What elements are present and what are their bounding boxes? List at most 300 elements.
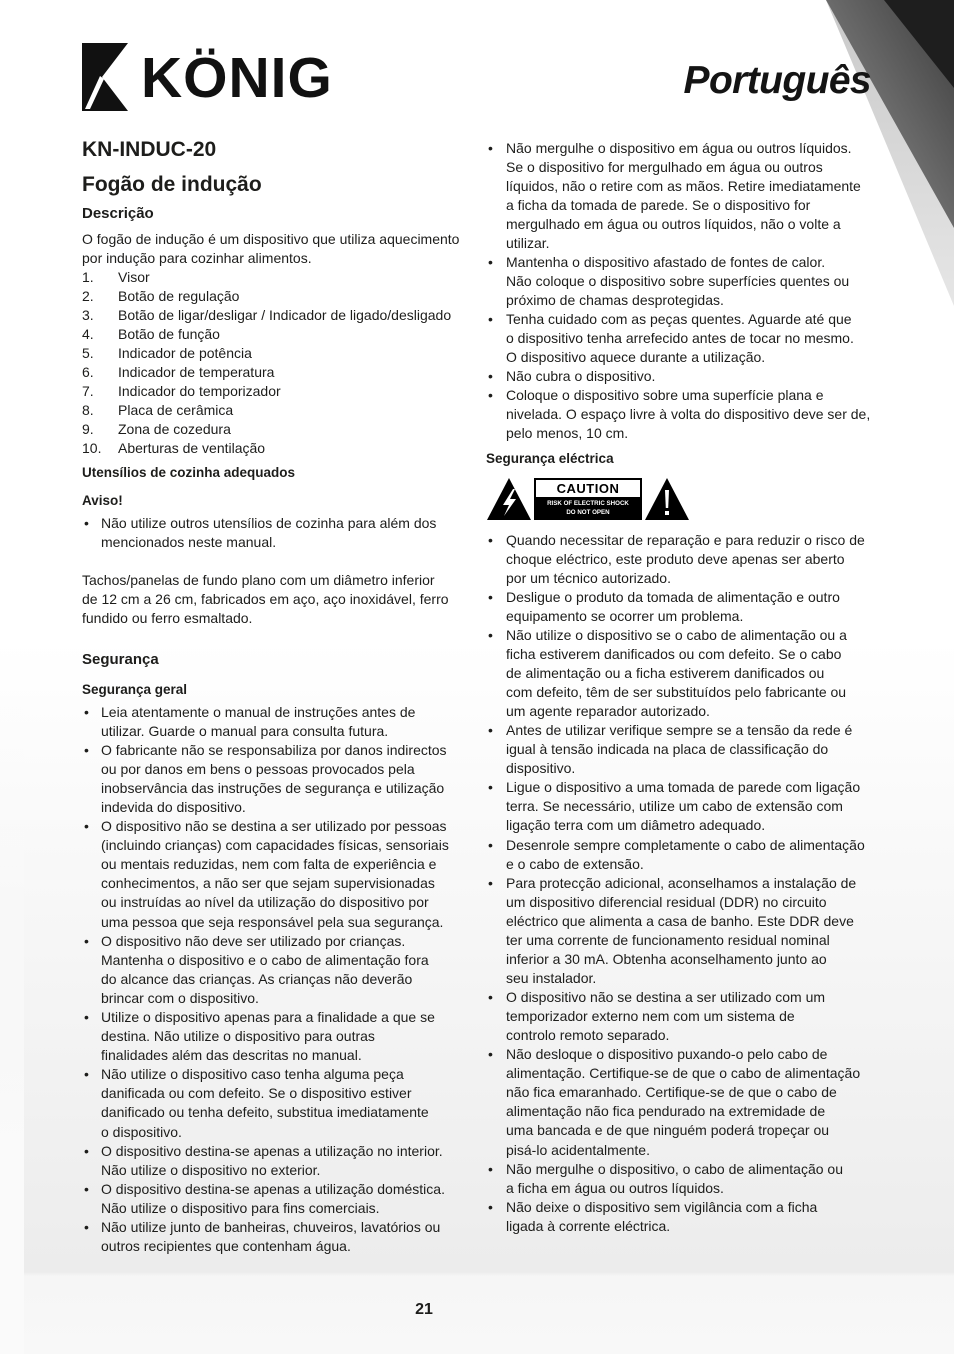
text-line: Não desloque o dispositivo puxando-o pelo cabo de [506,1046,828,1063]
bullet-item [82,514,466,552]
bullet-item [486,253,872,310]
text-line: ficha estiverem danificados ou com defeito. Se o cabo [506,645,842,662]
text-line-row [101,1161,466,1180]
part-label-text: Visor [118,268,150,285]
bullet-icon: • [488,368,493,385]
text-line-row [101,1084,466,1103]
bullet-item [82,932,466,1008]
bullet-item [486,874,872,988]
bullet-icon: • [488,722,493,739]
text-line-row [506,1083,872,1102]
text-line-row [506,158,872,177]
text-line-row [506,253,872,272]
text-line-row [101,836,466,855]
part-number: 7. [82,382,94,399]
bullet-text [101,932,466,1008]
caution-title: CAUTION [536,480,640,497]
bullet-icon: • [84,1142,89,1159]
text-line-row [101,1142,466,1161]
text-line-row [506,778,872,797]
text-line-row [506,196,872,215]
text-line: com defeito, têm de ser substituídos pelo fabricante ou [506,684,847,700]
part-number: 5. [82,344,94,361]
bullet-text [506,367,872,386]
bullet-icon: • [488,387,493,404]
bullet-item [486,367,872,386]
text-line-row [506,931,872,950]
part-label-text-row [118,344,466,363]
text-line-row [506,177,872,196]
text-line: igual à tensão indicada na placa de classificação do [506,741,829,758]
text-line-row [506,310,872,329]
part-label-text: Indicador de temperatura [118,363,275,380]
text-line: líquidos, não o retire com as mãos. Retire imediatamente [506,177,861,194]
text-line-row [506,969,872,988]
text-line: Não utilize o dispositivo no exterior. [101,1161,321,1178]
text-line: um dispositivo diferencial residual (DDR) no circuito [506,893,827,910]
text-line: Não utilize o dispositivo caso tenha alguma peça [101,1066,404,1083]
bullet-item [486,139,872,253]
bullet-text [506,386,872,443]
text-line-row [506,1064,872,1083]
text-line-row [506,1160,872,1179]
bullet-icon: • [488,311,493,328]
parts-list-item [82,363,466,382]
text-line: nivelada. O espaço livre à volta do dispositivo deve ser de, [506,406,871,423]
text-line-row [82,571,466,590]
part-label [118,420,466,439]
page-left-strip [0,700,24,1354]
text-line-row [82,609,466,628]
bullet-text [101,1142,466,1180]
logo-wordmark: KÖNIG [141,46,333,110]
text-line-row [506,893,872,912]
text-line-row [101,1103,466,1122]
text-line-row [101,1123,466,1142]
bullet-text [101,741,466,817]
part-number: 4. [82,325,94,342]
text-line-row [101,817,466,836]
bullet-text [101,514,466,552]
text-line: ou instruídas ao nível da utilização do dispositivo por [101,894,429,911]
text-line-row [506,424,872,443]
bullet-text [506,626,872,721]
text-line: O fabricante não se responsabiliza por danos indirectos [101,741,447,758]
text-line-row [506,759,872,778]
text-line: danificada ou com defeito. Se o dispositivo estiver [101,1085,412,1102]
bullet-text [506,988,872,1045]
text-line: Coloque o dispositivo sobre uma superfície plana e [506,387,824,404]
text-line: Para protecção adicional, aconselhamos a instalação de [506,874,857,891]
text-line-row [506,950,872,969]
text-line: O dispositivo não se destina a ser utilizado com um [506,989,826,1005]
bullet-text [506,1160,872,1198]
text-line: Mantenha o dispositivo afastado de fontes de calor. [506,253,826,270]
text-line: Utilize o dispositivo apenas para a finalidade a que se [101,1009,435,1025]
bullet-item [82,703,466,741]
parts-list-item [82,306,466,325]
text-line-row [506,1007,872,1026]
part-label [118,325,466,344]
text-line-row [101,913,466,932]
text-line-row [101,855,466,874]
text-line: Não mergulhe o dispositivo, o cabo de alimentação ou [506,1160,843,1177]
bullet-icon: • [488,1198,493,1215]
text-line-row [506,405,872,424]
text-line: de 12 cm a 26 cm, fabricados em aço, aço inoxidável, ferro [82,590,449,607]
part-number: 1. [82,268,94,285]
bullet-item [82,1218,466,1256]
bullet-item [486,1198,872,1236]
bullet-item [486,310,872,367]
text-line-row [506,1141,872,1160]
part-label-text-row [118,420,466,439]
text-line-row [506,1121,872,1140]
bullet-text [506,139,872,253]
text-line-row [101,874,466,893]
part-label-text-row [118,363,466,382]
text-line: O dispositivo não deve ser utilizado por crianças. [101,932,406,949]
text-line: por indução para cozinhar alimentos. [82,249,312,266]
bullet-item [486,988,872,1045]
text-line-row [506,1045,872,1064]
text-line: ligada à corrente eléctrica. [506,1217,671,1234]
text-line-row [506,367,872,386]
model-heading: KN-INDUC-20 [82,138,217,161]
text-line: destina. Não utilize o dispositivo para outras [101,1028,375,1045]
text-line: ou mentais reduzidas, nem com falta de experiência e [101,856,437,873]
text-line: Tachos/panelas de fundo plano com um diâmetro inferior [82,571,435,588]
bullet-icon: • [84,1009,89,1025]
text-line: a ficha da tomada de parede. Se o dispositivo for [506,196,811,213]
text-line-row [506,607,872,626]
text-line-row [506,988,872,1007]
text-line-row [506,588,872,607]
text-line: Quando necessitar de reparação e para reduzir o risco de [506,531,865,548]
text-line-row [506,348,872,367]
text-line: Não cubra o dispositivo. [506,368,656,385]
text-line-row [101,970,466,989]
part-label-text: Indicador de potência [118,344,252,361]
utensils-heading: Utensílios de cozinha adequados [82,464,296,480]
safety-heading: Segurança [82,651,159,668]
text-line: O dispositivo aquece durante a utilização. [506,349,766,366]
text-line: indevida do dispositivo. [101,798,246,815]
parts-list [82,268,466,458]
text-line: brincar com o dispositivo. [101,989,259,1006]
text-line-row [506,721,872,740]
text-line-row [506,215,872,234]
text-line-row [506,912,872,931]
part-label-text: Aberturas de ventilação [118,439,266,456]
text-line-row [101,741,466,760]
text-line-row [101,951,466,970]
text-line: próximo de chamas desprotegidas. [506,292,724,308]
exclamation-warning-icon [644,477,690,521]
part-label-text: Zona de cozedura [118,420,231,437]
description-block [82,230,466,458]
text-line: Tenha cuidado com as peças quentes. Aguarde até que [506,311,852,328]
text-line: ter uma corrente de funcionamento residual nominal [506,931,830,948]
bullet-icon: • [488,253,493,270]
parts-list-item [82,287,466,306]
text-line-row [101,1180,466,1199]
text-line-row [506,626,872,645]
text-line: danificado ou tenha defeito, substitua imediatamente [101,1104,429,1121]
bullet-text [101,1065,466,1141]
bullet-text [506,778,872,835]
bullet-icon: • [488,139,493,156]
general-safety-list-continued [486,139,872,444]
text-line: ou por danos em bens o pessoas provocados pela [101,760,415,777]
text-line: a ficha em água ou outros líquidos. [506,1179,724,1196]
text-line-row [506,797,872,816]
bullet-icon: • [84,818,89,835]
text-line: não fica emaranhado. Certifique-se de que o cabo de [506,1084,837,1101]
text-line: uma bancada e de que ninguém poderá tropeçar ou [506,1122,830,1139]
general-safety-list [82,703,466,1257]
part-label [118,344,466,363]
parts-list-item [82,268,466,287]
part-label-text-row [118,306,466,325]
text-line: Não utilize junto de banheiras, chuveiros, lavatórios ou [101,1219,441,1236]
text-line-row [82,590,466,609]
bullet-text [506,531,872,588]
part-label [118,306,466,325]
text-line-row [506,664,872,683]
text-line: uma pessoa que seja responsável pela sua segurança. [101,913,444,930]
text-line: alimentação não fica pendurado na extremidade de [506,1103,826,1120]
text-line-row [101,932,466,951]
text-line-row [101,533,466,552]
part-label [118,268,466,287]
text-line-row [101,798,466,817]
text-line: O dispositivo destina-se apenas a utilização doméstica. [101,1180,445,1197]
part-label-text-row [118,268,466,287]
text-line: de alimentação ou a ficha estiverem danificados ou [506,664,825,681]
part-label [118,382,466,401]
text-line-row [506,816,872,835]
electrical-safety-list [486,531,872,1236]
bullet-item [486,836,872,874]
text-line-row [506,1026,872,1045]
text-line: alimentação. Certifique-se de que o cabo de alimentação [506,1065,861,1082]
bullet-item [82,1142,466,1180]
text-line: O dispositivo destina-se apenas a utilização no interior. [101,1142,443,1159]
bullet-item [486,386,872,443]
bullet-text [506,836,872,874]
part-label-text-row [118,382,466,401]
text-line: ligação terra com um diâmetro adequado. [506,817,766,834]
text-line: mencionados neste manual. [101,533,277,550]
part-number: 2. [82,287,94,304]
text-line: utilizar. Guarde o manual para consulta futura. [101,722,389,739]
bullet-icon: • [488,531,493,548]
warning-list [82,514,466,552]
text-line: seu instalador. [506,969,597,986]
text-line-row [101,1046,466,1065]
text-line: Desenrole sempre completamente o cabo de alimentação [506,836,865,853]
general-safety-heading: Segurança geral [82,681,188,697]
text-line-row [101,1218,466,1237]
text-line-row [506,1217,872,1236]
part-label-text-row [118,439,466,458]
part-label-text: Botão de ligar/desligar / Indicador de ligado/desligado [118,306,452,323]
text-line-row [101,779,466,798]
parts-list-item [82,401,466,420]
text-line: Mantenha o dispositivo e o cabo de alimentação fora [101,951,429,968]
bullet-icon: • [84,741,89,758]
text-line-row [506,272,872,291]
text-line: pisá-lo acidentalmente. [506,1141,650,1158]
text-line-row [506,1102,872,1121]
text-line-row [506,234,872,253]
bullet-icon: • [84,703,89,720]
bullet-text [506,253,872,310]
text-line-row [506,139,872,158]
text-line: Não mergulhe o dispositivo em água ou outros líquidos. [506,139,852,156]
bullet-icon: • [488,1160,493,1177]
text-line: equipamento se ocorrer um problema. [506,607,744,624]
bullet-text [506,721,872,778]
bullet-icon: • [84,514,89,531]
bullet-item [486,626,872,721]
text-line-row [101,1065,466,1084]
text-line-row [506,291,872,310]
part-label-text: Botão de regulação [118,287,240,304]
text-line: um agente reparador autorizado. [506,703,710,720]
part-label [118,287,466,306]
description-heading: Descrição [82,205,154,222]
text-line: inobservância das instruções de segurança e utilização [101,779,445,796]
text-line-row [506,329,872,348]
text-line-row [506,874,872,893]
text-line-row [101,1199,466,1218]
text-line-row [506,569,872,588]
text-line-row [101,1027,466,1046]
caution-label [534,478,642,520]
text-line-row [506,702,872,721]
text-line: fundido ou ferro esmaltado. [82,609,253,626]
text-line-row [506,531,872,550]
text-line: finalidades além das descritas no manual. [101,1047,362,1064]
parts-list-item [82,382,466,401]
text-line: Ligue o dispositivo a uma tomada de parede com ligação [506,779,861,796]
bullet-text [506,310,872,367]
text-line: o dispositivo tenha arrefecido antes de tocar no mesmo. [506,330,854,347]
text-line: O fogão de indução é um dispositivo que utiliza aquecimento [82,230,460,247]
bullet-text [101,1008,466,1065]
bullet-text [506,1045,872,1159]
bullet-item [486,721,872,778]
text-line: inferior a 30 mA. Obtenha aconselhamento junto ao [506,950,827,967]
bullet-icon: • [488,989,493,1005]
text-line-row [101,514,466,533]
bullet-icon: • [84,1066,89,1083]
text-line-row [506,683,872,702]
bullet-icon: • [488,626,493,643]
bullet-item [486,1160,872,1198]
bullet-icon: • [84,932,89,949]
bullet-item [486,1045,872,1159]
text-line-row [101,1008,466,1027]
bullet-item [82,741,466,817]
text-line: Não deixe o dispositivo sem vigilância com a ficha [506,1198,818,1215]
part-number: 8. [82,401,94,418]
text-line: conhecimentos, a não ser que sejam supervisionadas [101,875,435,892]
part-number: 10. [82,439,102,456]
parts-list-item [82,325,466,344]
page-number: 21 [415,1301,433,1318]
text-line: Desligue o produto da tomada de alimentação e outro [506,588,840,605]
text-line-row [506,740,872,759]
utensils-paragraph [82,571,466,628]
text-line: Não coloque o dispositivo sobre superfícies quentes ou [506,272,850,289]
text-line-row [506,645,872,664]
electric-shock-warning-icon [486,477,532,521]
text-line: o dispositivo. [101,1123,182,1140]
text-line-row [101,703,466,722]
text-line: e o cabo de extensão. [506,855,644,872]
electrical-safety-heading: Segurança eléctrica [486,450,614,466]
part-label [118,439,466,458]
bullet-item [486,778,872,835]
part-label-text: Placa de cerâmica [118,401,234,418]
text-line-row [101,722,466,741]
bullet-icon: • [488,588,493,605]
bullet-icon: • [488,836,493,853]
caution-line-1: RISK OF ELECTRIC SHOCK [547,500,629,507]
part-label-text-row [118,287,466,306]
caution-line-2: DO NOT OPEN [566,509,610,516]
text-line: mergulhado em água ou outros líquidos, não o volte a [506,215,841,232]
text-line: Se o dispositivo for mergulhado em água ou outros [506,158,823,175]
text-line-row [506,386,872,405]
text-line: temporizador externo nem com um sistema de [506,1008,795,1025]
text-line: Não utilize outros utensílios de cozinha para além dos [101,514,437,531]
text-line: outros recipientes que contenham água. [101,1238,351,1255]
bullet-icon: • [84,1219,89,1236]
text-line-row [506,836,872,855]
text-line-row [82,230,466,249]
warning-heading: Aviso! [82,492,123,508]
text-line-row [101,893,466,912]
text-line-row [82,249,466,268]
text-line: (incluindo crianças) com capacidades físicas, sensoriais [101,837,449,854]
part-label-text: Indicador do temporizador [118,382,281,399]
bullet-icon: • [488,874,493,891]
bullet-text [101,703,466,741]
part-number: 3. [82,306,94,323]
text-line-row [506,1198,872,1217]
product-heading: Fogão de indução [82,173,262,196]
text-line-row [101,989,466,1008]
bullet-item [486,531,872,588]
part-label [118,401,466,420]
text-line: eléctrico que alimenta a casa de banho. Este DDR deve [506,912,854,929]
language-title: Português [683,59,871,102]
text-line-row [506,550,872,569]
text-line: utilizar. [506,234,550,251]
part-label [118,363,466,382]
text-line: Leia atentamente o manual de instruções antes de [101,703,416,720]
part-label-text-row [118,325,466,344]
part-number: 6. [82,363,94,380]
part-number: 9. [82,420,94,437]
text-line: pelo menos, 10 cm. [506,425,629,442]
bullet-text [101,1180,466,1218]
text-line: controlo remoto separado. [506,1027,670,1044]
